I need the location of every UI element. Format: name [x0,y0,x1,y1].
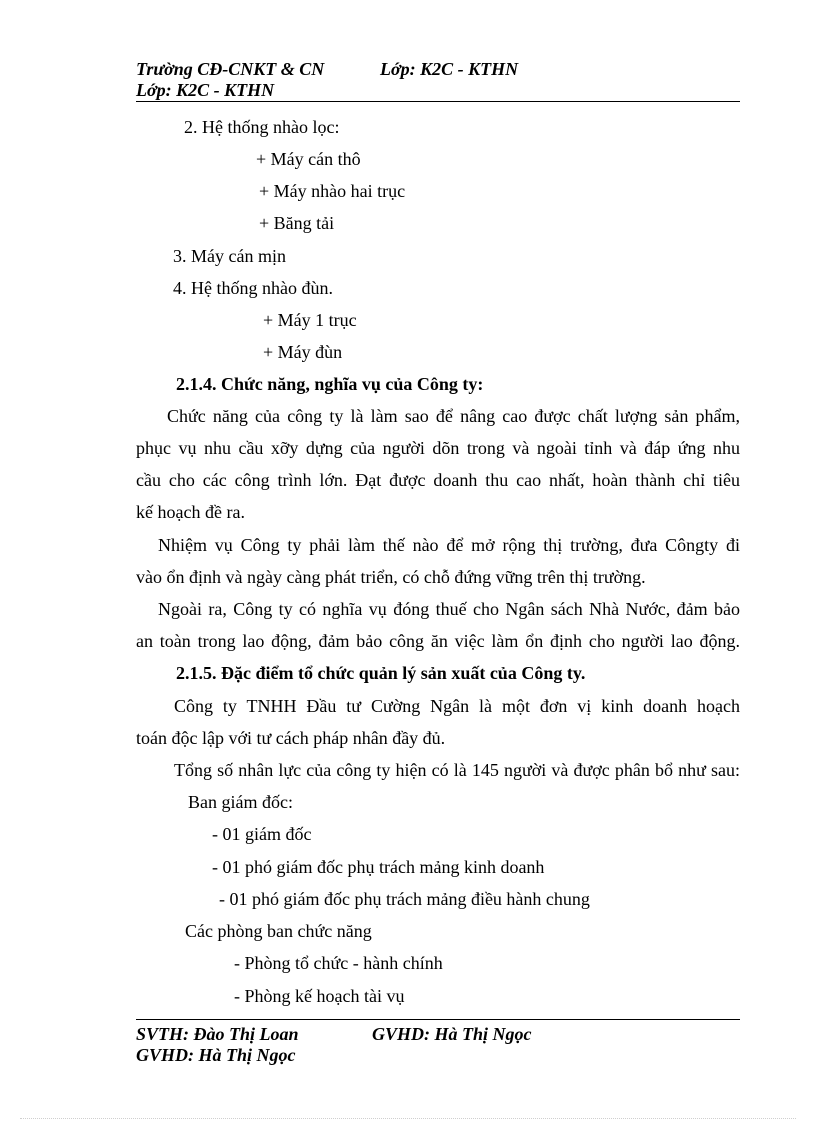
list-item: 2. Hệ thống nhào lọc: [184,117,340,137]
page-footer [136,1024,740,1066]
list-item: - 01 giám đốc [212,824,312,844]
page-header [136,59,740,101]
section-heading-2-1-5: 2.1.5. Đặc điểm tổ chức quản lý sản xuất của Công ty. [176,663,586,683]
list-heading: Các phòng ban chức năng [185,921,372,941]
paragraph-line: toán độc lập với tư cách pháp nhân đầy đủ. [136,728,446,748]
list-item: + Máy đùn [263,342,343,362]
footer-supervisor-line2: GVHD: Hà Thị Ngọc [136,1045,296,1065]
header-rule [136,101,740,102]
paragraph-line: Chức năng của công ty là làm sao để nâng cao được chất lượng sản phẩm, [167,406,740,426]
header-class: Lớp: K2C - KTHN [380,59,519,79]
list-item: - Phòng tổ chức - hành chính [234,953,443,973]
list-item: + Máy cán thô [256,149,361,169]
list-item: - 01 phó giám đốc phụ trách mảng điều hành chung [219,889,590,909]
list-item: + Máy 1 trục [263,310,357,330]
paragraph-line: vào ổn định và ngày càng phát triển, có chỗ đứng vững trên thị trường. [136,567,646,587]
list-item: + Máy nhào hai trục [259,181,406,201]
list-item: + Băng tải [259,213,335,233]
paragraph-line: phục vụ nhu cầu xỡy dựng của người dõn trong và ngoài tỉnh và đáp ứng nhu [136,438,740,458]
footer-student: SVTH: Đào Thị Loan [136,1024,299,1044]
paragraph-line: Công ty TNHH Đầu tư Cường Ngân là một đơn vị kinh doanh hoạch [174,696,740,716]
paragraph-line: kế hoạch đề ra. [136,502,245,522]
list-heading: Ban giám đốc: [188,792,293,812]
section-heading-2-1-4: 2.1.4. Chức năng, nghĩa vụ của Công ty: [176,374,484,394]
paragraph-line: an toàn trong lao động, đảm bảo công ăn việc làm ổn định cho người lao động. [136,631,740,651]
list-item: 4. Hệ thống nhào đùn. [173,278,333,298]
footer-supervisor: GVHD: Hà Thị Ngọc [372,1024,532,1044]
page-edge-dots [20,1118,796,1119]
footer-rule [136,1019,740,1020]
list-item: 3. Máy cán mịn [173,246,286,266]
paragraph-line: Ngoài ra, Công ty có nghĩa vụ đóng thuế cho Ngân sách Nhà Nước, đảm bảo [158,599,740,619]
header-school: Trường CĐ-CNKT & CN [136,59,325,79]
header-class-line2: Lớp: K2C - KTHN [136,80,275,100]
list-item: - Phòng kế hoạch tài vụ [234,986,405,1006]
paragraph-line: Nhiệm vụ Công ty phải làm thế nào để mở rộng thị trường, đưa Côngty đi [158,535,740,555]
paragraph-line: Tổng số nhân lực của công ty hiện có là 145 người và được phân bổ như sau: [174,760,740,780]
list-item: - 01 phó giám đốc phụ trách mảng kinh doanh [212,857,545,877]
paragraph-line: cầu cho các công trình lớn. Đạt được doanh thu cao nhất, hoàn thành chỉ tiêu [136,470,740,490]
